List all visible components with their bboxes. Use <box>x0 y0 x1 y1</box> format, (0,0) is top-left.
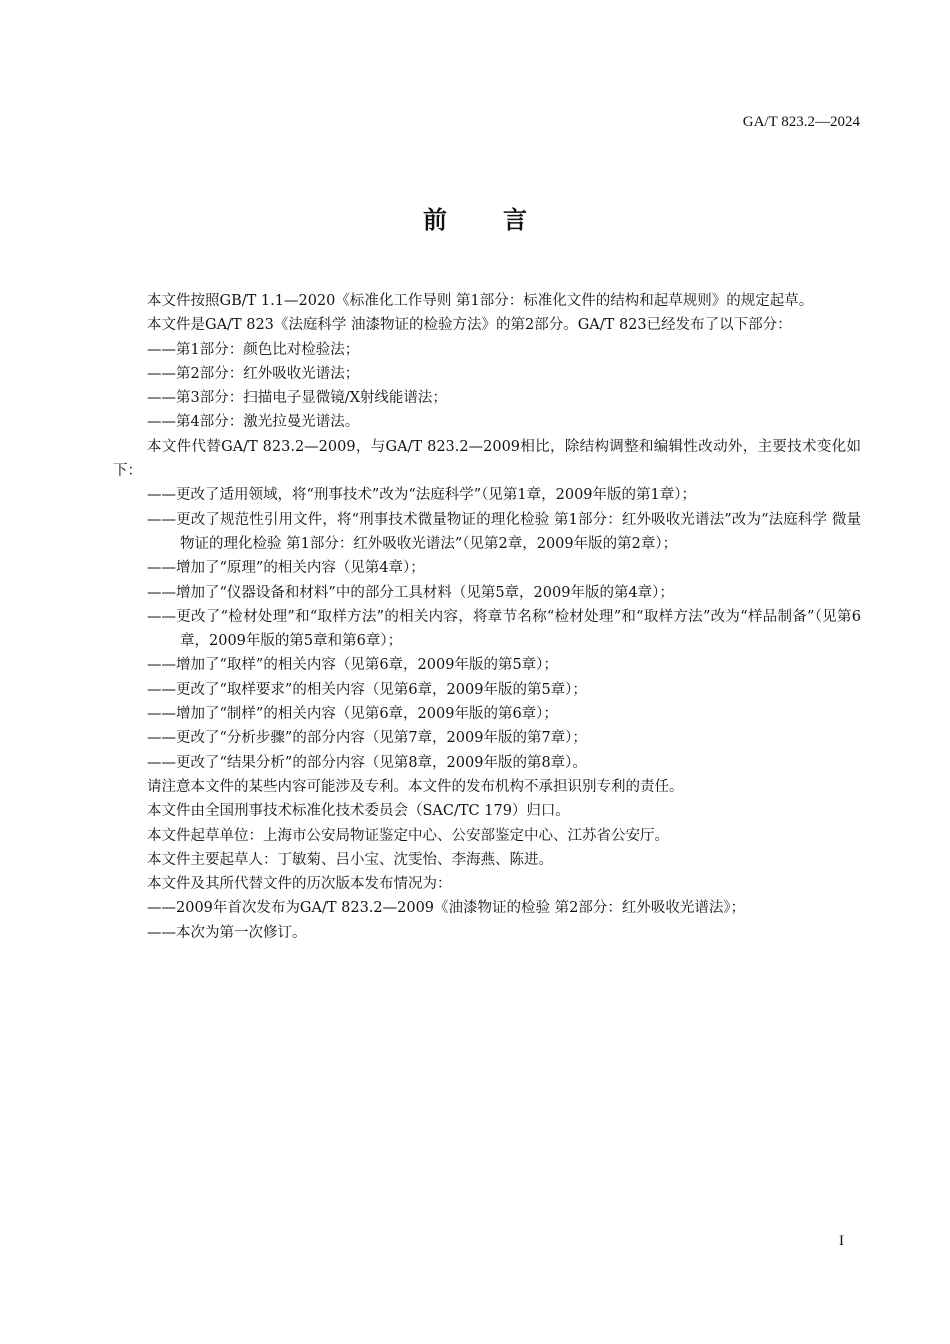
list-item: ——更改了“结果分析”的部分内容（见第8章，2009年版的第8章）。 <box>147 754 587 771</box>
page-title: 前言 <box>423 206 583 234</box>
paragraph-drafting-units: 本文件起草单位：上海市公安局物证鉴定中心、公安部鉴定中心、江苏省公安厅。 <box>147 827 669 844</box>
paragraph-drafters: 本文件主要起草人：丁敏菊、吕小宝、沈雯怡、李海燕、陈进。 <box>147 851 553 868</box>
paragraph-history-intro: 本文件及其所代替文件的历次版本发布情况为： <box>147 876 452 893</box>
paragraph-patent-notice: 请注意本文件的某些内容可能涉及专利。本文件的发布机构不承担识别专利的责任。 <box>147 778 684 795</box>
list-item: ——第1部分：颜色比对检验法； <box>147 341 360 358</box>
list-item: ——2009年首次发布为GA/T 823.2—2009《油漆物证的检验 第2部分：红外吸收光谱法》； <box>147 900 746 917</box>
list-item: ——第4部分：激光拉曼光谱法。 <box>147 414 360 431</box>
parts-list <box>113 338 861 435</box>
list-item: ——本次为第一次修订。 <box>147 924 307 941</box>
list-item: ——更改了适用领域，将“刑事技术”改为“法庭科学”（见第1章，2009年版的第1章）； <box>147 487 697 504</box>
list-item: ——增加了“取样”的相关内容（见第6章，2009年版的第5章）； <box>147 657 558 674</box>
list-item: ——更改了“取样要求”的相关内容（见第6章，2009年版的第5章）； <box>147 681 587 698</box>
list-item: ——第3部分：扫描电子显微镜/X射线能谱法； <box>147 390 447 407</box>
list-item: ——增加了“仪器设备和材料”中的部分工具材料（见第5章，2009年版的第4章）； <box>147 584 674 601</box>
standard-code: GA/T 823.2—2024 <box>742 114 860 130</box>
list-item: ——第2部分：红外吸收光谱法； <box>147 365 360 382</box>
list-item: ——更改了“检材处理”和“取样方法”的相关内容，将章节名称“检材处理”和“取样方法”改为“样品制备”（见第6章，2009年版的第5章和第6章）； <box>147 608 861 650</box>
page-number: I <box>839 1233 844 1249</box>
paragraph-series-info: 本文件是GA/T 823《法庭科学 油漆物证的检验方法》的第2部分。GA/T 823已经发布了以下部分： <box>147 317 792 334</box>
list-item: ——增加了“原理”的相关内容（见第4章）； <box>147 560 425 577</box>
changes-list <box>113 483 861 775</box>
foreword-body <box>113 289 861 945</box>
list-item: ——更改了“分析步骤”的部分内容（见第7章，2009年版的第7章）； <box>147 730 587 747</box>
list-item: ——增加了“制样”的相关内容（见第6章，2009年版的第6章）； <box>147 706 558 723</box>
paragraph-committee: 本文件由全国刑事技术标准化技术委员会（SAC/TC 179）归口。 <box>147 803 570 820</box>
paragraph-drafting-rules: 本文件按照GB/T 1.1—2020《标准化工作导则 第1部分：标准化文件的结构和起草规则》的规定起草。 <box>147 293 814 309</box>
paragraph-replacement: 本文件代替GA/T 823.2—2009，与GA/T 823.2—2009相比，除结构调整和编辑性改动外，主要技术变化如下： <box>113 438 861 480</box>
list-item: ——更改了规范性引用文件，将“刑事技术微量物证的理化检验 第1部分：红外吸收光谱法”改为“法庭科学 微量物证的理化检验 第1部分：红外吸收光谱法”（见第2章，2009年版的第2章）； <box>147 511 861 552</box>
history-list <box>113 896 861 945</box>
